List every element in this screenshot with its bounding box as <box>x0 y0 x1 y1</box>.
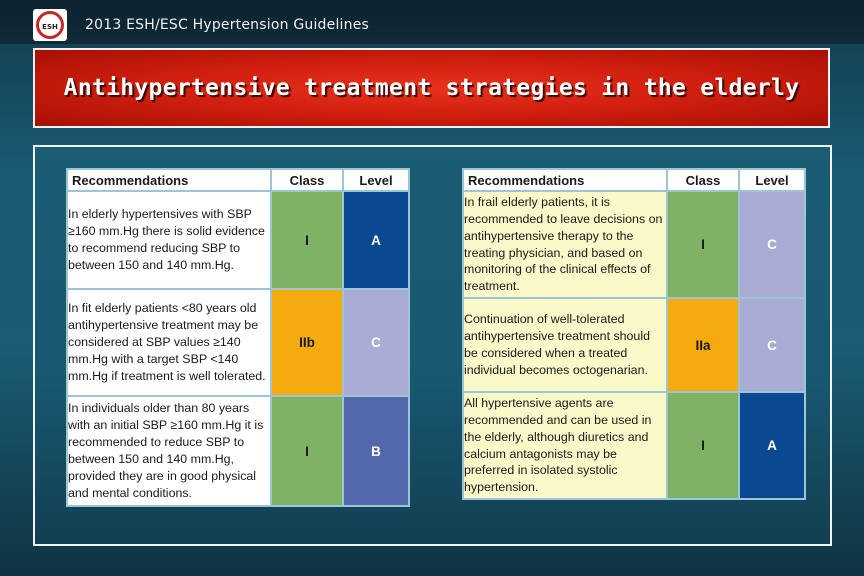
header-level: Level <box>739 169 805 191</box>
table-header-row <box>463 169 805 191</box>
level-cell: C <box>739 191 805 298</box>
recommendation-text: In fit elderly patients <80 years old antihypertensive treatment may be considered at SBP values ≥140 mm.Hg with a target SBP <140 mm.Hg if treatment is well tolerated. <box>67 289 271 396</box>
table-row <box>463 392 805 499</box>
recommendation-text: Continuation of well-tolerated antihypertensive treatment should be considered when a treated individual becomes octogenarian. <box>463 298 667 392</box>
slide-title: Antihypertensive treatment strategies in the elderly <box>63 75 800 101</box>
class-cell: IIb <box>271 289 343 396</box>
recommendations-table-left <box>66 168 410 507</box>
esh-logo <box>33 9 67 41</box>
recommendation-text: In elderly hypertensives with SBP ≥160 mm.Hg there is solid evidence to recommend reducing SBP to between 150 and 140 mm.Hg. <box>67 191 271 289</box>
header-class: Class <box>667 169 739 191</box>
level-cell: A <box>343 191 409 289</box>
class-cell: I <box>271 396 343 506</box>
class-cell: I <box>271 191 343 289</box>
recommendation-text: In frail elderly patients, it is recommended to leave decisions on antihypertensive therapy to the treating physician, and based on monitoring of the clinical effects of treatment. <box>463 191 667 298</box>
logo-ring-icon <box>36 11 64 39</box>
header-recommendations: Recommendations <box>463 169 667 191</box>
logo-text: ESH <box>42 23 58 31</box>
level-cell: C <box>739 298 805 392</box>
class-cell: I <box>667 392 739 499</box>
table-row <box>67 191 409 289</box>
level-cell: C <box>343 289 409 396</box>
header-class: Class <box>271 169 343 191</box>
table-row <box>67 396 409 506</box>
class-cell: I <box>667 191 739 298</box>
table-row <box>67 289 409 396</box>
header-text: 2013 ESH/ESC Hypertension Guidelines <box>85 17 370 33</box>
table-header-row <box>67 169 409 191</box>
level-cell: B <box>343 396 409 506</box>
recommendation-text: All hypertensive agents are recommended and can be used in the elderly, although diuretics and calcium antagonists may be preferred in isolated systolic hypertension. <box>463 392 667 499</box>
level-cell: A <box>739 392 805 499</box>
top-bar <box>0 0 864 44</box>
class-cell: IIa <box>667 298 739 392</box>
title-banner <box>33 48 830 128</box>
table-row <box>463 298 805 392</box>
recommendations-table-right <box>462 168 806 500</box>
header-recommendations: Recommendations <box>67 169 271 191</box>
recommendation-text: In individuals older than 80 years with an initial SBP ≥160 mm.Hg it is recommended to reduce SBP to between 150 and 140 mm.Hg, provided they are in good physical and mental conditions. <box>67 396 271 506</box>
header-level: Level <box>343 169 409 191</box>
table-row <box>463 191 805 298</box>
content-frame <box>33 145 832 546</box>
